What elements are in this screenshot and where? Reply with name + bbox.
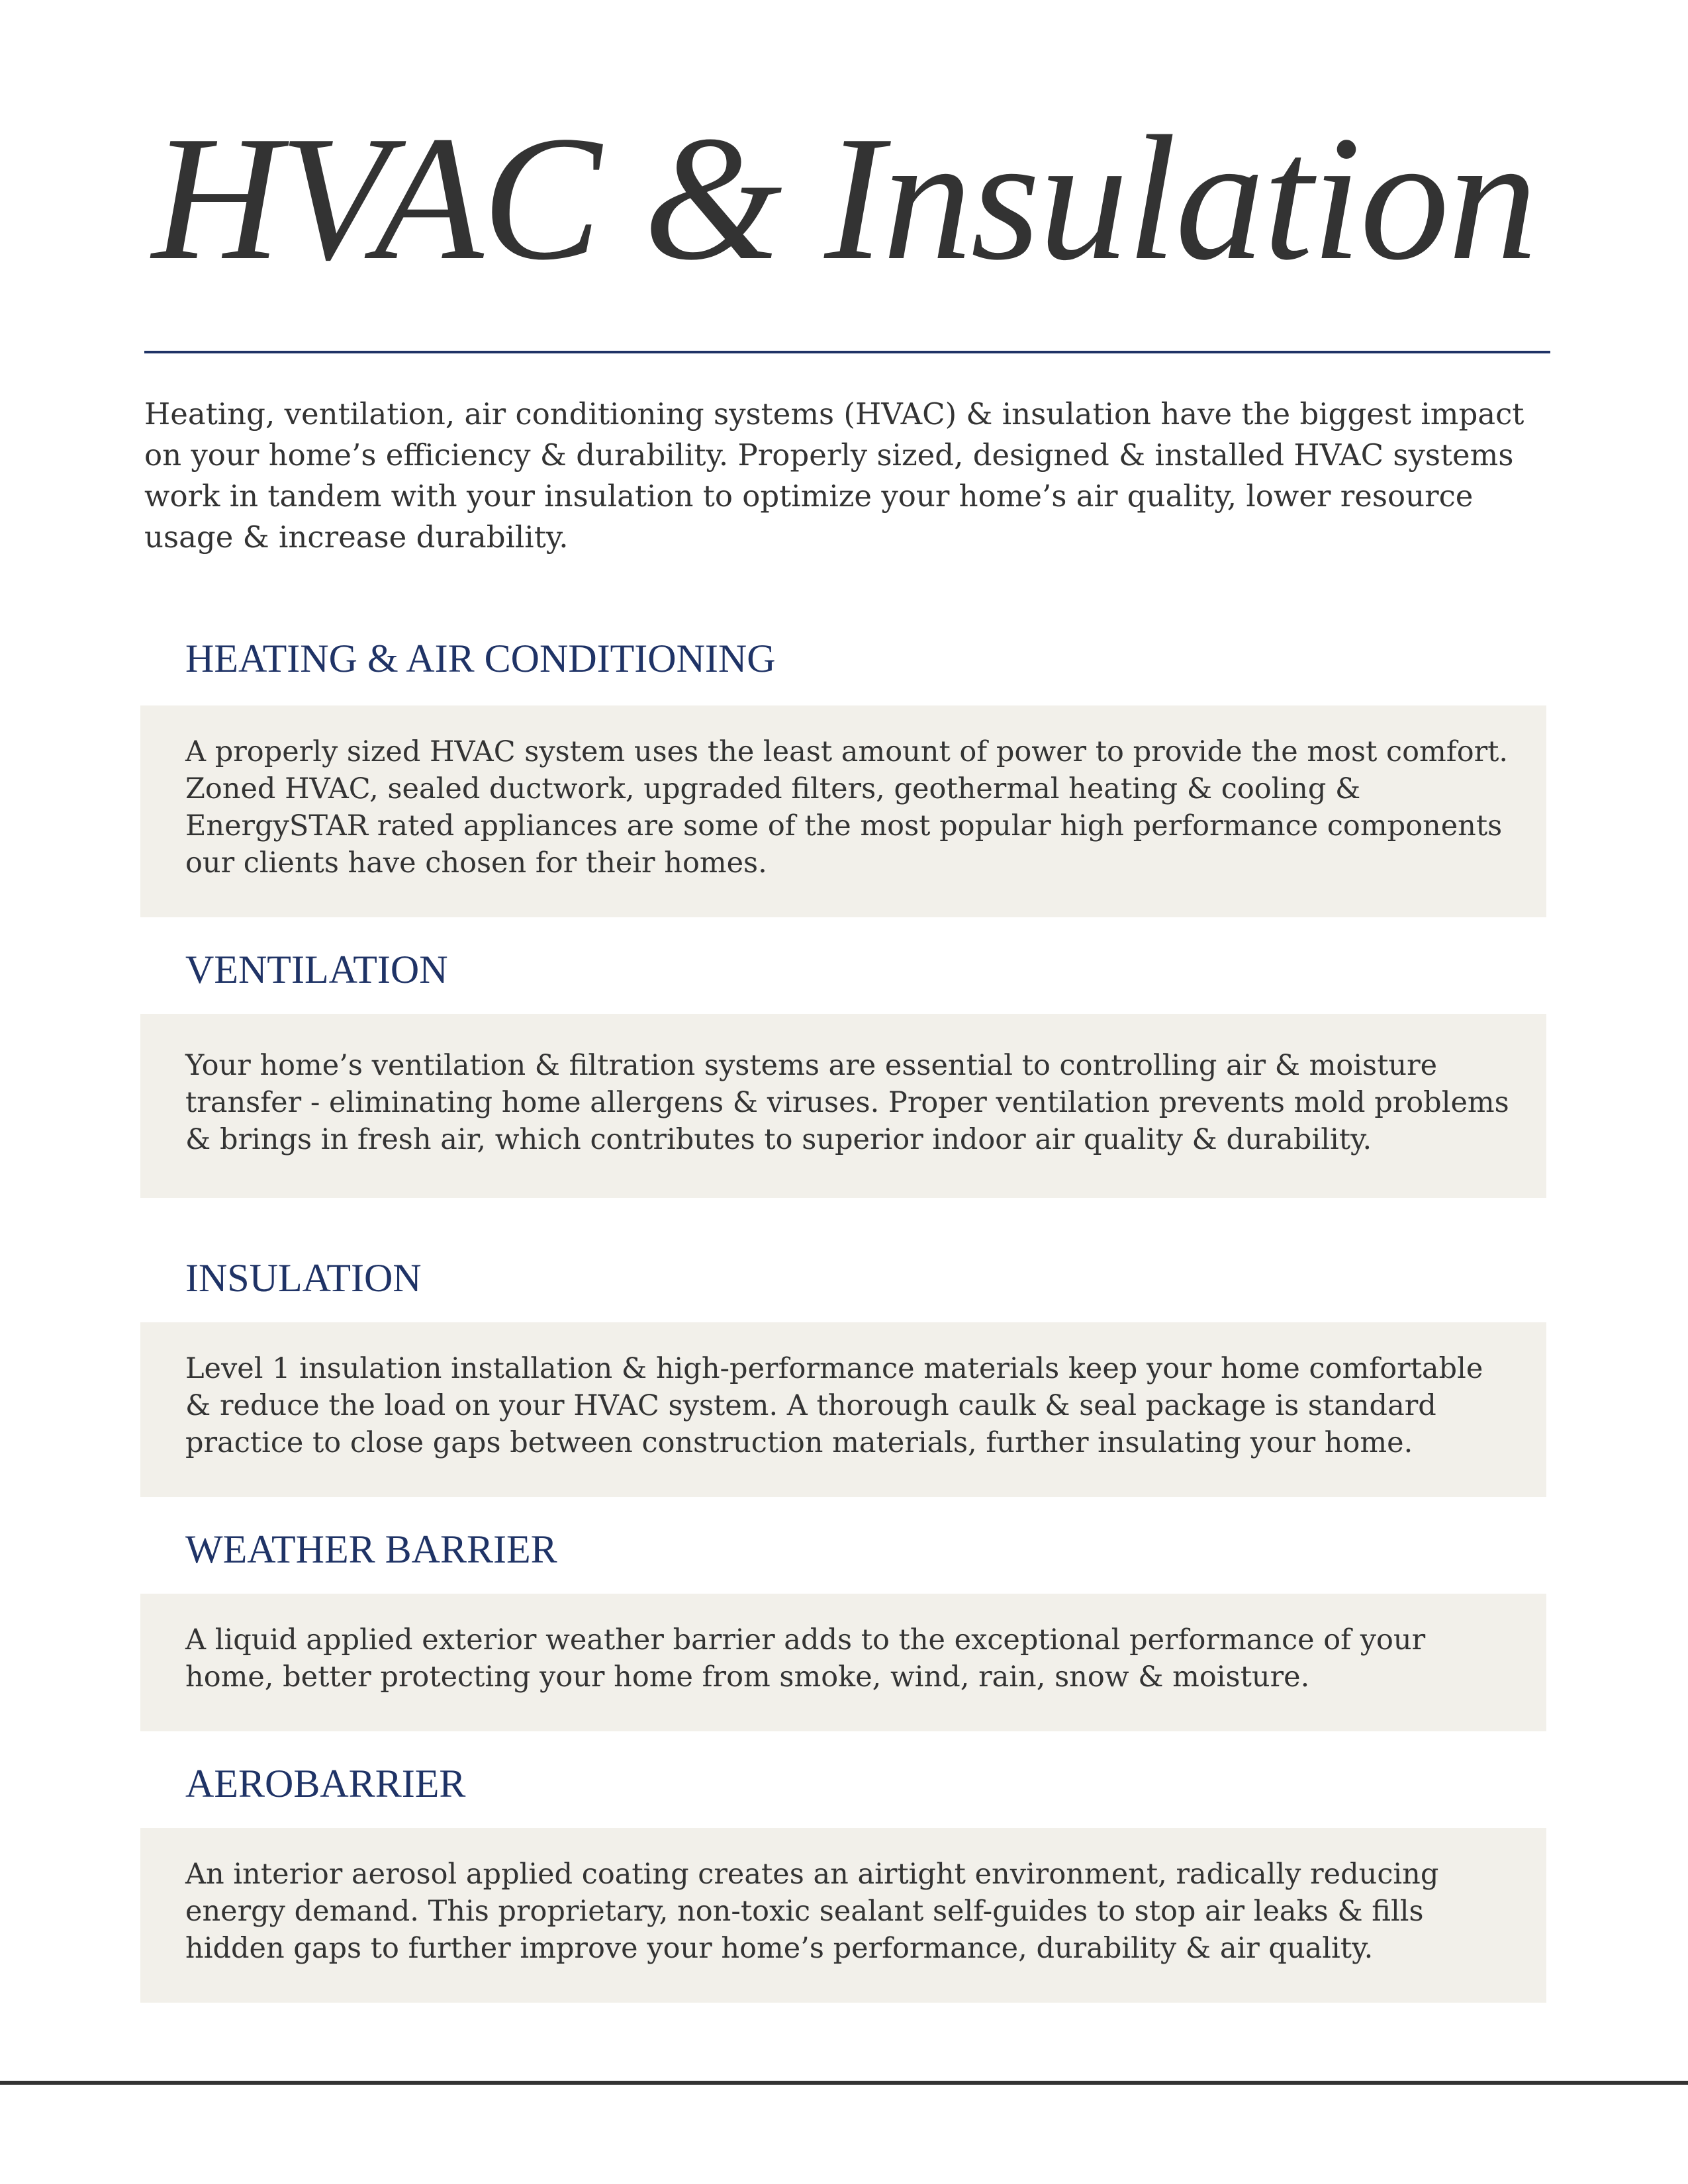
section-heading-heating: HEATING & AIR CONDITIONING: [185, 637, 776, 680]
section-heading-weather-barrier: WEATHER BARRIER: [185, 1527, 557, 1571]
section-heading-insulation: INSULATION: [185, 1256, 422, 1300]
section-box-ventilation: [140, 1014, 1546, 1198]
section-heading-ventilation: VENTILATION: [185, 948, 448, 991]
section-body-ventilation: Your home’s ventilation & filtration systems are essential to controlling air & moisture transfer - eliminating home allergens & viruses. Proper ventilation prevents mold problems & brings in fresh air, which contributes to superior indoor air quality & durability.: [185, 1049, 1509, 1156]
section-box-aerobarrier: [140, 1828, 1546, 2003]
section-body-weather-barrier: A liquid applied exterior weather barrier adds to the exceptional performance of your home, better protecting your home from smoke, wind, rain, snow & moisture.: [185, 1623, 1426, 1694]
section-heading-aerobarrier: AEROBARRIER: [185, 1762, 466, 1805]
footer-divider: [0, 2081, 1688, 2085]
section-body-heating: A properly sized HVAC system uses the least amount of power to provide the most comfort. Zoned HVAC, sealed ductwork, upgraded filters, geothermal heating & cooling & EnergySTAR rated appliances are some of the most popular high performance components our clients have chosen for their homes.: [185, 735, 1509, 880]
page-title: HVAC & Insulation: [152, 99, 1536, 297]
section-body-insulation: Level 1 insulation installation & high-performance materials keep your home comfortable & reduce the load on your HVAC system. A thorough caulk & seal package is standard practice to close gaps between construction materials, further insulating your home.: [185, 1352, 1483, 1459]
section-box-insulation: [140, 1322, 1546, 1497]
section-box-weather-barrier: [140, 1594, 1546, 1731]
title-divider: [144, 351, 1550, 353]
section-box-heating: [140, 705, 1546, 917]
section-body-aerobarrier: An interior aerosol applied coating creates an airtight environment, radically reducing energy demand. This proprietary, non-toxic sealant self-guides to stop air leaks & fills hidden gaps to further improve your home’s performance, durability & air quality.: [185, 1858, 1439, 1965]
intro-paragraph: Heating, ventilation, air conditioning systems (HVAC) & insulation have the biggest impact on your home’s efficiency & durability. Properly sized, designed & installed HVAC systems work in tandem with your insulation to optimize your home’s air quality, lower resource usage & increase durability.: [144, 396, 1524, 555]
